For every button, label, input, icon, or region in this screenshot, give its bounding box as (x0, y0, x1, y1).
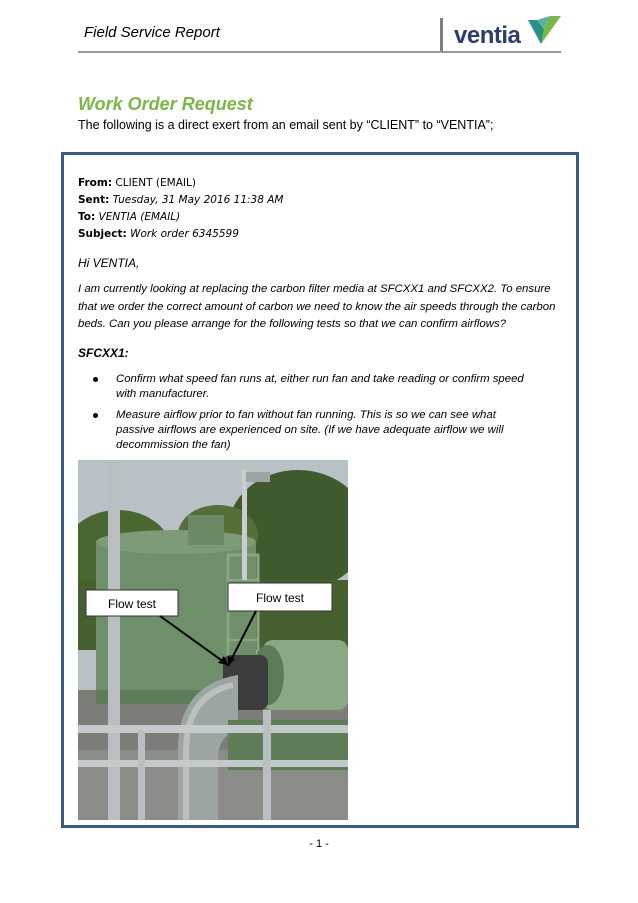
page-number: - 1 - (309, 838, 329, 850)
bullet-icon (93, 413, 98, 418)
from-value: CLIENT (EMAIL) (115, 177, 196, 189)
subject-value: Work order 6345599 (130, 228, 239, 240)
ventia-logo (440, 14, 565, 54)
logo-check-icon (528, 14, 562, 46)
list-item (93, 408, 533, 453)
email-greeting: Hi VENTIA, (78, 256, 140, 270)
flow-test-label-left: Flow test (107, 597, 157, 611)
bullet-list (93, 372, 533, 459)
subject-label: Subject: (78, 228, 127, 240)
logo-divider (440, 18, 443, 52)
header-rule (78, 51, 561, 53)
section-title: Work Order Request (78, 94, 253, 114)
flow-test-label-right: Flow test (255, 591, 305, 605)
logo-text: ventia (454, 22, 521, 49)
sent-value: Tuesday, 31 May 2016 11:38 AM (112, 194, 284, 206)
sent-label: Sent: (78, 194, 110, 206)
email-subject (78, 228, 239, 240)
list-item (93, 372, 533, 402)
bullet-icon (93, 377, 98, 382)
email-sent (78, 194, 284, 206)
to-label: To: (78, 211, 96, 223)
bullet-text: Confirm what speed fan runs at, either run fan and take reading or confirm speed with manufacturer. (116, 373, 524, 400)
report-title: Field Service Report (84, 24, 220, 41)
email-body: I am currently looking at replacing the carbon filter media at SFCXX1 and SFCXX2. To ensure that we order the correct amount of carbon we need to know the air speeds through the carbon beds. Can you please arrange for the following tests so that we can confirm airflows? (78, 283, 556, 330)
bullet-text: Measure airflow prior to fan without fan running. This is so we can see what passive airflows are experienced on site. (If we have adequate airflow we will decommission the fan) (116, 409, 504, 451)
intro-text: The following is a direct exert from an email sent by “CLIENT” to “VENTIA”; (78, 118, 494, 132)
email-from (78, 177, 196, 189)
to-value: VENTIA (EMAIL) (98, 211, 181, 223)
from-label: From: (78, 177, 113, 189)
email-to (78, 211, 180, 223)
email-subheading: SFCXX1: (78, 346, 129, 360)
site-photo (78, 460, 348, 820)
